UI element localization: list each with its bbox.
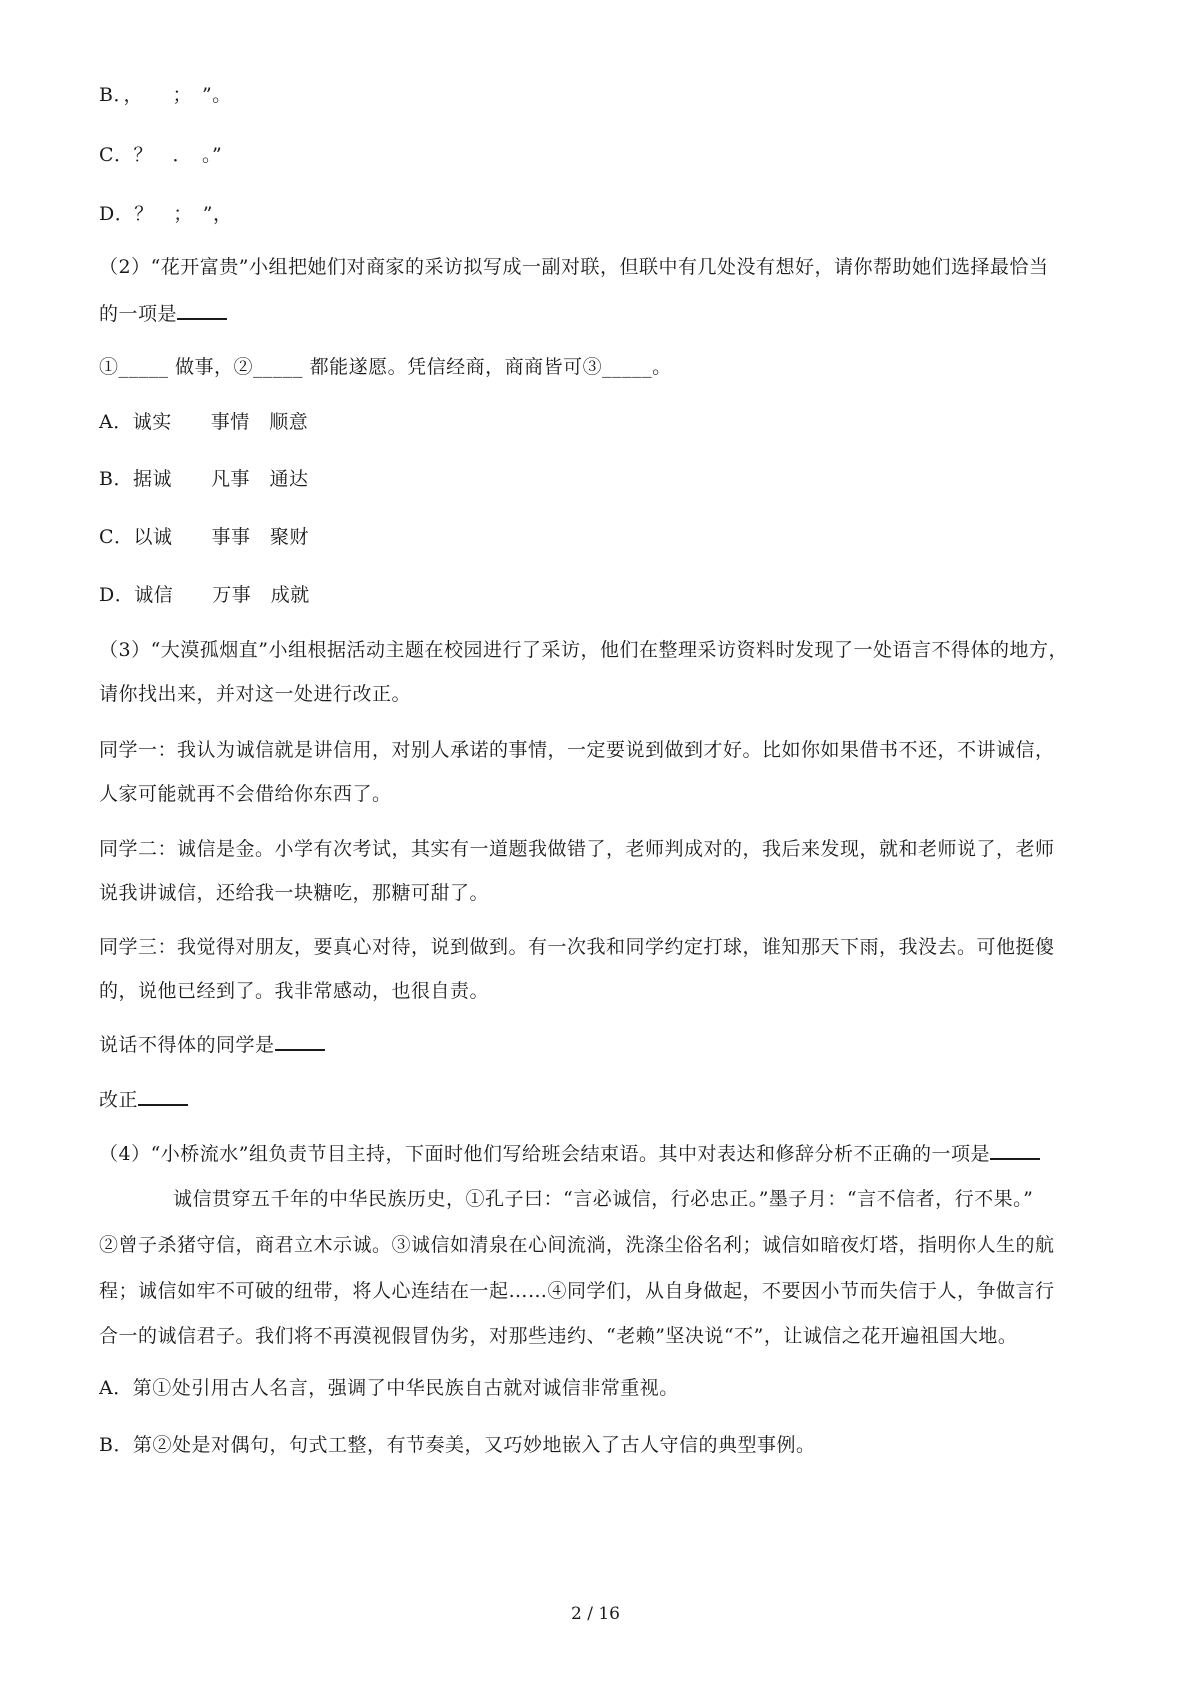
q4-option-b: B．第②处是对偶句，句式工整，有节奏美，又巧妙地嵌入了古人守信的典型事例。 xyxy=(99,1434,816,1456)
passage-line-1: 诚信贯穿五千年的中华民族历史，①孔子曰：“言必诚信，行必忠正。”墨子月：“言不信者，行不果。” xyxy=(173,1188,1034,1210)
student-two-text: 同学二：诚信是金。小学有次考试，其实有一道题我做错了，老师判成对的，我后来发现，就和老师说了，老师 xyxy=(99,838,1055,860)
student-three-text: 同学三：我觉得对朋友，要真心对待，说到做到。有一次我和同学约定打球，谁知那天下雨，我没去。可他挺傻 xyxy=(99,936,1055,958)
page-number: 2 / 16 xyxy=(571,1604,620,1624)
question-4-stem xyxy=(99,1140,1040,1167)
student-two-text-cont: 说我讲诚信，还给我一块糖吃，那糖可甜了。 xyxy=(99,882,490,904)
q4-option-a: A．第①处引用古人名言，强调了中华民族自古就对诚信非常重视。 xyxy=(99,1377,679,1399)
question-2-stem-text: 的一项是 xyxy=(99,303,178,325)
correction-label: 改正 xyxy=(99,1089,139,1111)
question-3-stem-cont: 请你找出来，并对这一处进行改正。 xyxy=(99,683,412,705)
passage-line-2: ②曾子杀猪守信，商君立木示诚。③诚信如清泉在心间流淌，洗涤尘俗名利；诚信如暗夜灯塔，指明你人生的航 xyxy=(99,1234,1055,1256)
answer-blank xyxy=(990,1140,1040,1160)
student-one-text-cont: 人家可能就再不会借给你东西了。 xyxy=(99,783,392,805)
option-b-punctuation: B．， ； ”。 xyxy=(99,84,232,106)
q2-option-c: C．以诚 事事 聚财 xyxy=(99,526,310,548)
option-d-punctuation: D．？ ； ”， xyxy=(99,203,233,225)
passage-line-4: 合一的诚信君子。我们将不再漠视假冒伪劣，对那些违约、“老赖”坚决说“不”，让诚信之花开遍祖国大地。 xyxy=(99,1325,1018,1347)
improper-student-prompt xyxy=(99,1031,325,1058)
answer-blank xyxy=(177,300,227,320)
correction-prompt xyxy=(99,1086,188,1113)
option-c-punctuation: C．？ ． 。” xyxy=(99,144,223,166)
q2-option-b: B．据诚 凡事 通达 xyxy=(99,468,309,490)
student-one-text: 同学一：我认为诚信就是讲信用，对别人承诺的事情，一定要说到做到才好。比如你如果借书不还，不讲诚信， xyxy=(99,739,1055,761)
student-three-text-cont: 的，说他已经到了。我非常感动，也很自责。 xyxy=(99,980,490,1002)
answer-blank xyxy=(138,1086,188,1106)
couplet-line: ①_____ 做事，②_____ 都能遂愿。凭信经商，商商皆可③_____。 xyxy=(99,356,672,378)
q2-option-d: D．诚信 万事 成就 xyxy=(99,584,310,606)
passage-line-3: 程；诚信如牢不可破的纽带，将人心连结在一起……④同学们，从自身做起，不要因小节而失信于人，争做言行 xyxy=(99,1280,1055,1302)
question-3-stem: （3）“大漠孤烟直”小组根据活动主题在校园进行了采访，他们在整理采访资料时发现了一处语言不得体的地方， xyxy=(99,639,1069,661)
question-2-stem-cont xyxy=(99,300,227,327)
question-2-stem: （2）“花开富贵”小组把她们对商家的采访拟写成一副对联，但联中有几处没有想好，请你帮助她们选择最恰当 xyxy=(99,256,1049,278)
improper-student-label: 说话不得体的同学是 xyxy=(99,1034,275,1056)
answer-blank xyxy=(275,1031,325,1051)
q2-option-a: A．诚实 事情 顺意 xyxy=(99,411,309,433)
question-4-stem-text: （4）“小桥流水”组负责节目主持，下面时他们写给班会结束语。其中对表达和修辞分析不正确的一项是 xyxy=(99,1143,991,1165)
